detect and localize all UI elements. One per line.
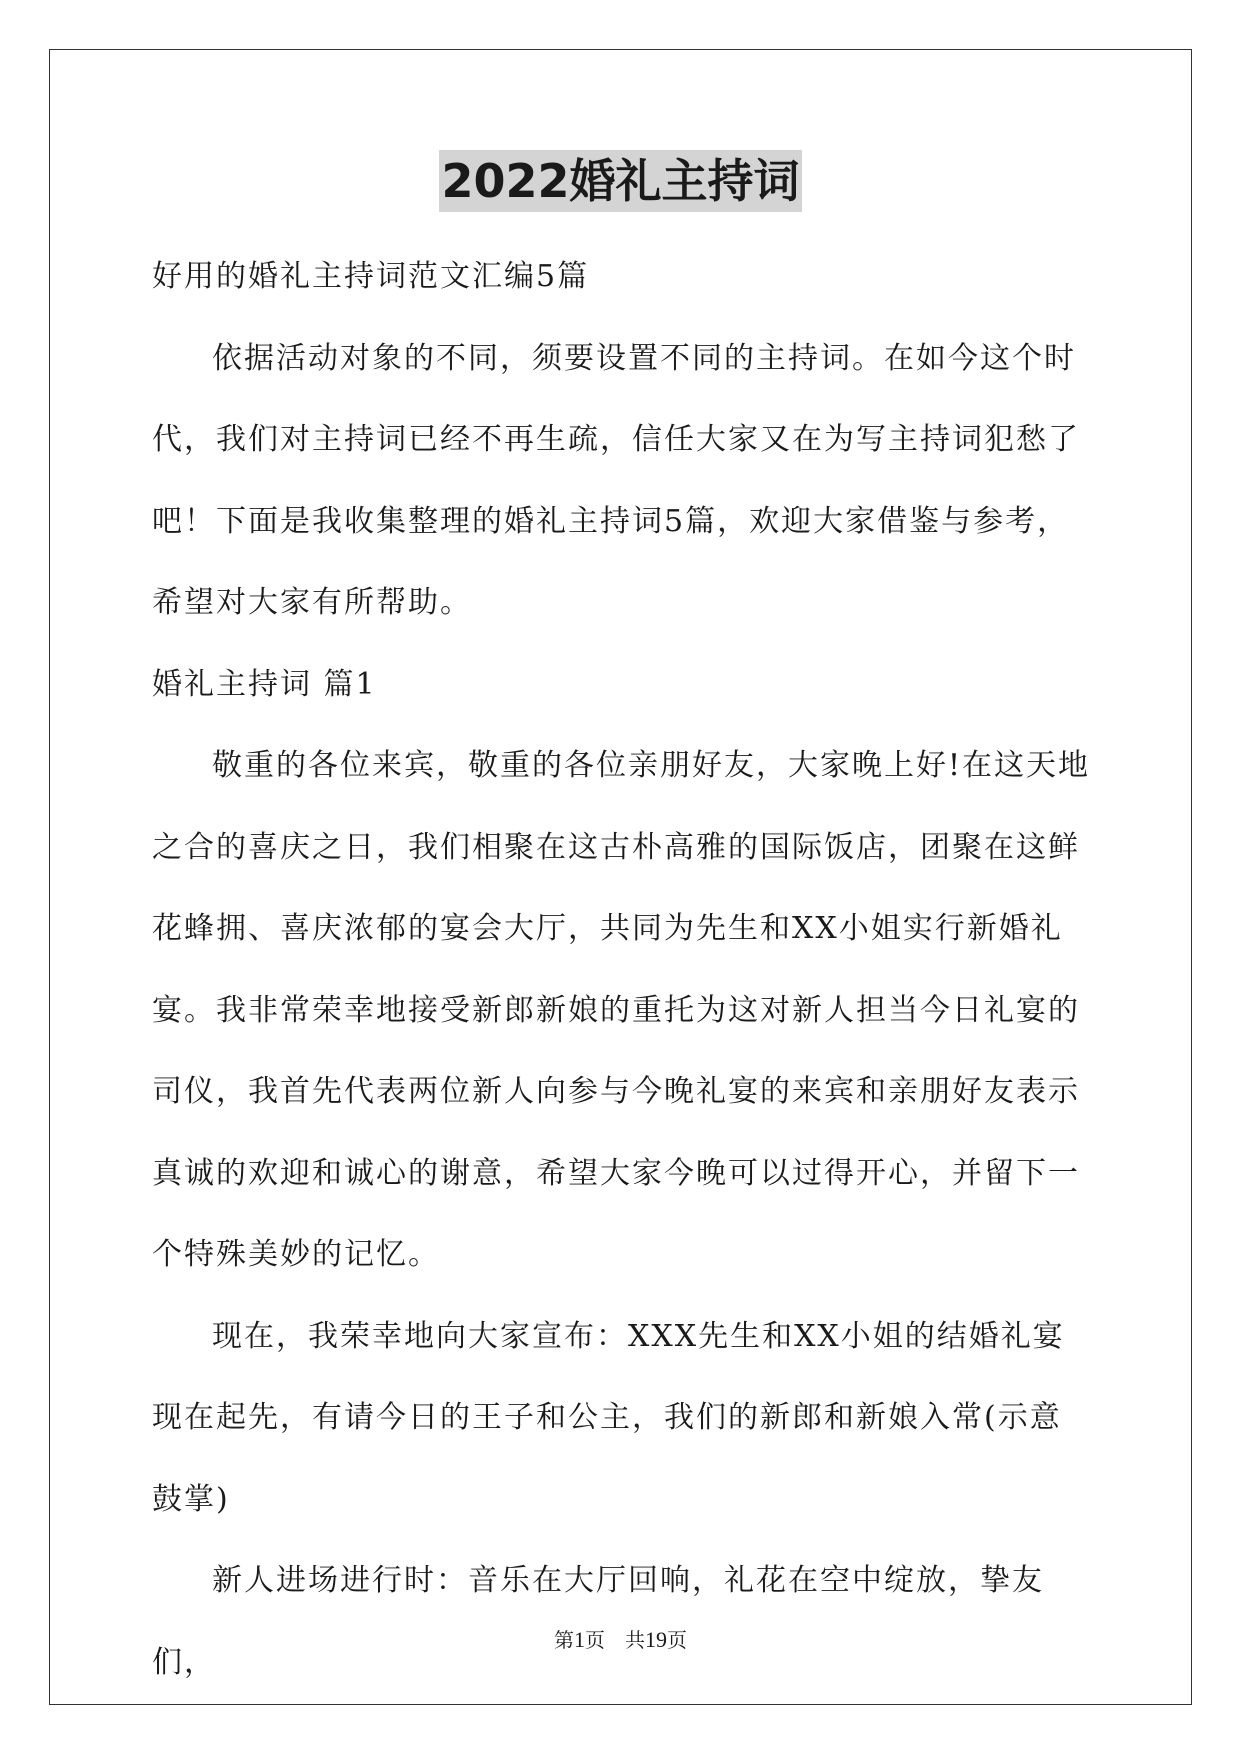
paragraph-announcement: 现在，我荣幸地向大家宣布：XXX先生和XX小姐的结婚礼宴现在起先，有请今日的王子和公主，我们的新郎和新娘入常(示意鼓掌) bbox=[152, 1318, 1065, 1517]
paragraph-greeting: 敬重的各位来宾，敬重的各位亲朋好友，大家晚上好!在这天地之合的喜庆之日，我们相聚在这古朴高雅的国际饭店，团聚在这鲜花蜂拥、喜庆浓郁的宴会大厅，共同为先生和XX小姐实行新婚礼宴。我非常荣幸地接受新郎新娘的重托为这对新人担当今日礼宴的司仪，我首先代表两位新人向参与今晚礼宴的来宾和亲朋好友表示真诚的欢迎和诚心的谢意，希望大家今晚可以过得开心，并留下一个特殊美妙的记忆。 bbox=[152, 748, 1091, 1272]
page-footer bbox=[0, 1626, 1241, 1654]
paragraph-entrance: 新人进场进行时：音乐在大厅回响，礼花在空中绽放，挚友们， bbox=[152, 1563, 1044, 1680]
footer-page-mid: 页 共 bbox=[585, 1628, 645, 1652]
footer-page-current: 1 bbox=[574, 1627, 585, 1652]
document-title: 2022婚礼主持词 bbox=[439, 150, 801, 212]
footer-page-suffix: 页 bbox=[667, 1628, 687, 1652]
footer-page-total: 19 bbox=[645, 1627, 667, 1652]
paragraph-subtitle: 好用的婚礼主持词范文汇编5篇 bbox=[152, 259, 590, 294]
title-container bbox=[0, 150, 1241, 212]
paragraph-intro: 依据活动对象的不同，须要设置不同的主持词。在如今这个时代，我们对主持词已经不再生疏，信任大家又在为写主持词犯愁了吧！下面是我收集整理的婚礼主持词5篇，欢迎大家借鉴与参考，希望对大家有所帮助。 bbox=[152, 340, 1080, 620]
section-heading: 婚礼主持词 篇1 bbox=[152, 666, 377, 702]
document-body bbox=[152, 236, 1092, 1703]
footer-page-prefix: 第 bbox=[554, 1628, 574, 1652]
